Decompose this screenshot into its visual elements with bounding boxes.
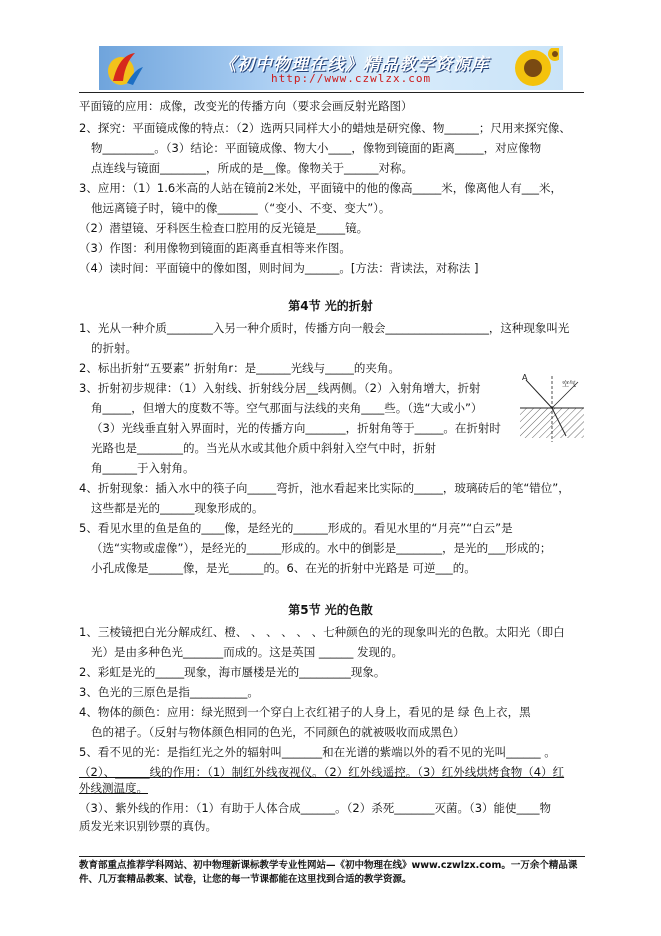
text-line: 3、折射初步规律：（1）入射线、折射线分居__线两侧。（2）入射角增大，折射 [79, 381, 481, 395]
text-line: 4、折射现象：插入水中的筷子向_____弯折，池水看起来比实际的_____，玻璃砖后的笔“错位”， [79, 481, 570, 495]
text-line: 质发光来识别钞票的真伪。 [79, 819, 217, 833]
text-line: 3、色光的三原色是指__________。 [79, 685, 259, 699]
text-line: （3）光线垂直射入界面时，光的传播方向_______，折射角等于_____。在折射时 [91, 421, 501, 435]
header-banner [99, 46, 563, 90]
text-line: 小孔成像是______像，是光______的。6、在光的折射中光路是 可逆___的。 [91, 561, 476, 575]
text-line: 角_____，但增大的度数不等。空气那面与法线的夹角____些。（选“大或小”） [91, 401, 483, 415]
header-divider [79, 92, 584, 93]
refraction-diagram [520, 372, 584, 444]
text-line: （选“实物或虚像”），是经光的______形成的。水中的倒影是________，是光的___形成的； [91, 541, 552, 555]
text-line: 1、光从一种介质________入另一种介质时，传播方向一般会__________________，这种现象叫光 [79, 321, 570, 335]
site-logo-icon [105, 49, 145, 87]
text-line: 点连线与镜面________，所成的是__像。像物关于______对称。 [91, 161, 413, 175]
text-line: 5、看见水里的鱼是鱼的____像，是经光的______形成的。看见水里的“月亮”“白云”是 [79, 521, 513, 535]
banner-url[interactable]: http://www.czwlzx.com [271, 72, 432, 85]
footer-line: 教育部重点推荐学科网站、初中物理新课标教学专业性网站—《初中物理在线》www.czwlzx.com。一万余个精品课 [79, 860, 578, 871]
banner-title: 《初中物理在线》精品教学资源库 [219, 55, 489, 75]
text-line: 5、看不见的光：是指红光之外的辐射叫_______和在光谱的紫端以外的看不见的光叫______ 。 [79, 745, 556, 759]
text-line: （3）作图：利用像物到镜面的距离垂直相等来作图。 [79, 241, 351, 255]
text-line: 3、应用：（1）1.6米高的人站在镜前2米处，平面镜中的他的像高_____米，像离他人有___米， [79, 181, 562, 195]
text-line: （2）、______线的作用：（1）制红外线夜视仪。（2）红外线遥控。（3）红外线烘烤食物（4）红 [79, 765, 565, 779]
text-line: 物_________。（3）结论：平面镜成像、物大小____，像物到镜面的距离_____，对应像物 [91, 141, 542, 155]
figure-label-a: A [522, 373, 528, 382]
text-line: 色的裙子。（反射与物体颜色相同的色光，不同颜色的就被吸收而成黑色） [91, 725, 465, 739]
text-line: 光）是由多种色光_______而成的。这是英国 ______ 发现的。 [91, 645, 404, 659]
text-line: 2、探究：平面镜成像的特点：（2）选两只同样大小的蜡烛是研究像、物______；尺用来探究像、 [79, 121, 571, 135]
text-line: 平面镜的应用：成像，改变光的传播方向（要求会画反射光路图） [79, 99, 413, 113]
text-line: 4、物体的颜色：应用：绿光照到一个穿白上衣红裙子的人身上，看见的是 绿 色上衣，黑 [79, 705, 531, 719]
text-line: 2、彩虹是光的_____现象，海市蜃楼是光的_________现象。 [79, 665, 386, 679]
text-line: 2、标出折射“五要素” 折射角r：是______光线与_____的夹角。 [79, 361, 400, 375]
figure-label-air: 空气 [562, 380, 576, 388]
text-line: 他远离镜子时，镜中的像_______（“变小、不变、变大”）。 [91, 201, 391, 215]
text-line: 光路也是________的。当光从水或其他介质中斜射入空气中时，折射 [91, 441, 436, 455]
text-line: 这些都是光的______现象形成的。 [91, 501, 264, 515]
text-line: （2）潜望镜、牙科医生检查口腔用的反光镜是_____镜。 [79, 221, 369, 235]
text-line: 1、三棱镜把白光分解成红、橙、 、 、 、 、 、七种颜色的光的现象叫光的色散。太阳光（即白 [79, 625, 565, 639]
sunflower-icon [503, 48, 559, 88]
page-footer [79, 856, 585, 887]
text-line: （3）、紫外线的作用：（1）有助于人体合成______。（2）杀死_______灭菌。（3）能使____物 [79, 801, 552, 815]
text-line: 角______于入射角。 [91, 461, 195, 475]
text-line: 外线测温度。 [79, 781, 148, 795]
section-title-refraction: 第4节 光的折射 [288, 299, 373, 313]
section-title-dispersion: 第5节 光的色散 [288, 603, 373, 617]
footer-line: 件、几万套精品教案、试卷，让您的每一节课都能在这里找到合适的教学资源。 [79, 874, 412, 885]
text-line: 的折射。 [91, 341, 137, 355]
text-line: （4）读时间：平面镜中的像如图，则时间为______。[方法：背读法，对称法 ] [79, 261, 479, 275]
